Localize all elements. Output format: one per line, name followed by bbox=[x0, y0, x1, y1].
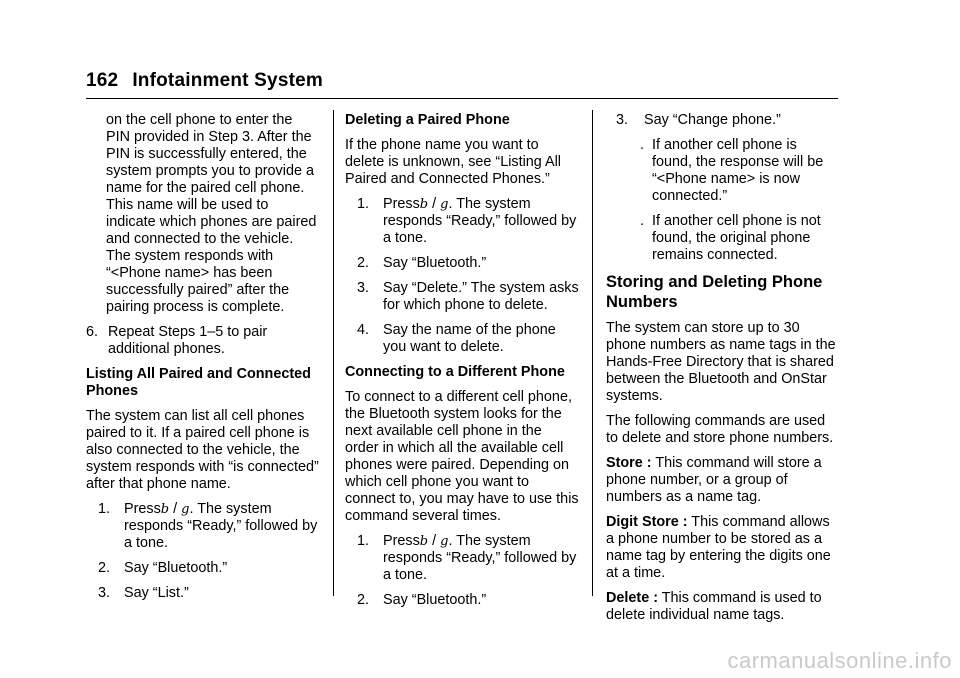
voice-button-icon: g bbox=[181, 502, 190, 517]
step-number: 1. bbox=[357, 533, 370, 549]
step-number: 2. bbox=[357, 255, 370, 271]
store-command bbox=[606, 455, 840, 506]
page-header bbox=[86, 70, 323, 92]
bullet-mark: . bbox=[640, 137, 644, 153]
list-item bbox=[86, 585, 320, 602]
watermark-text: carmanualsonline.info bbox=[727, 648, 952, 673]
list-item bbox=[345, 255, 579, 272]
step-6 bbox=[86, 324, 320, 358]
digit-store-command bbox=[606, 514, 840, 582]
step-number: 1. bbox=[357, 196, 370, 212]
bullet-text: If another cell phone is found, the response will be “<Phone name> is now connected.” bbox=[652, 137, 824, 204]
voice-button-icon: g bbox=[440, 534, 449, 549]
connecting-steps bbox=[345, 533, 579, 609]
bullet-mark: . bbox=[640, 213, 644, 229]
phone-button-icon: b bbox=[419, 534, 429, 549]
step-text: Say “Bluetooth.” bbox=[383, 592, 487, 608]
step-text bbox=[383, 196, 579, 247]
pairing-continuation: on the cell phone to enter the PIN provided in Step 3. After the PIN is successfully entered, the system prompts you to provide a name for the paired cell phone. This name will be used to indicate which phones are paired and connected to the vehicle. The system responds with “<Phone name> has been successfully paired” after the pairing process is complete. bbox=[106, 112, 317, 315]
page-number: 162 bbox=[86, 70, 119, 91]
step-text bbox=[124, 501, 320, 552]
response-text: . The system responds “Ready,” followed by a tone. bbox=[383, 533, 577, 583]
list-item bbox=[345, 196, 579, 247]
store-label: Store : bbox=[606, 455, 652, 471]
column-2 bbox=[345, 112, 579, 617]
delete-description: This command is used to delete individual name tags. bbox=[606, 590, 822, 623]
step-text: Say “Bluetooth.” bbox=[124, 560, 228, 576]
step-text: Say “Change phone.” bbox=[644, 112, 781, 128]
digit-store-description: This command allows a phone number to be stored as a name tag by entering the digits one at a time. bbox=[606, 514, 831, 581]
press-label: Press bbox=[124, 501, 161, 517]
bullet-text: If another cell phone is not found, the original phone remains connected. bbox=[652, 213, 821, 263]
delete-label: Delete : bbox=[606, 590, 658, 606]
slash: / bbox=[169, 501, 182, 517]
store-description: This command will store a phone number, or a group of numbers as a name tag. bbox=[606, 455, 822, 505]
response-text: . The system responds “Ready,” followed by a tone. bbox=[383, 196, 577, 246]
digit-store-label: Digit Store : bbox=[606, 514, 688, 530]
column-divider-1 bbox=[333, 110, 334, 596]
step-text: Say “List.” bbox=[124, 585, 189, 601]
phone-button-icon: b bbox=[419, 197, 429, 212]
storing-heading: Storing and Deleting Phone Numbers bbox=[606, 273, 823, 311]
deleting-steps bbox=[345, 196, 579, 356]
voice-button-icon: g bbox=[440, 197, 449, 212]
change-phone-step bbox=[606, 112, 840, 129]
step-number: 3. bbox=[98, 585, 111, 601]
listing-paragraph: The system can list all cell phones paired to it. If a paired cell phone is also connected to the vehicle, the system responds with “is connected” after that phone name. bbox=[86, 408, 319, 492]
header-rule bbox=[86, 98, 838, 99]
step-text bbox=[383, 533, 579, 584]
step-number: 6. bbox=[86, 324, 99, 340]
response-text: . The system responds “Ready,” followed by a tone. bbox=[124, 501, 318, 551]
storing-paragraph-2: The following commands are used to delete and store phone numbers. bbox=[606, 413, 834, 446]
press-label: Press bbox=[383, 196, 420, 212]
step-text: Say the name of the phone you want to delete. bbox=[383, 322, 556, 355]
step-number: 3. bbox=[357, 280, 370, 296]
deleting-paragraph: If the phone name you want to delete is unknown, see “Listing All Paired and Connected Phones.” bbox=[345, 137, 561, 187]
list-item bbox=[632, 137, 840, 205]
listing-steps bbox=[86, 501, 320, 602]
column-1 bbox=[86, 112, 320, 610]
column-3 bbox=[606, 112, 840, 632]
step-number: 3. bbox=[616, 112, 629, 128]
list-item bbox=[345, 322, 579, 356]
storing-paragraph-1: The system can store up to 30 phone numbers as name tags in the Hands-Free Directory that is shared between the Bluetooth and OnStar systems. bbox=[606, 320, 836, 404]
list-item bbox=[345, 592, 579, 609]
deleting-heading: Deleting a Paired Phone bbox=[345, 112, 510, 128]
phone-button-icon: b bbox=[160, 502, 170, 517]
section-title: Infotainment System bbox=[132, 70, 323, 91]
step-number: 2. bbox=[357, 592, 370, 608]
step-number: 1. bbox=[98, 501, 111, 517]
step-number: 2. bbox=[98, 560, 111, 576]
step-text: Repeat Steps 1–5 to pair additional phones. bbox=[108, 324, 268, 357]
connecting-paragraph: To connect to a different cell phone, the Bluetooth system looks for the next available cell phone in the order in which all the available cell phones were paired. Depending on which cell phone you want to connect to, you may have to use this command several times. bbox=[345, 389, 579, 524]
list-item bbox=[345, 533, 579, 584]
listing-heading: Listing All Paired and Connected Phones bbox=[86, 366, 311, 399]
press-label: Press bbox=[383, 533, 420, 549]
delete-command bbox=[606, 590, 840, 624]
list-item bbox=[345, 280, 579, 314]
list-item bbox=[86, 560, 320, 577]
step-number: 4. bbox=[357, 322, 370, 338]
column-divider-2 bbox=[592, 110, 593, 596]
list-item bbox=[86, 501, 320, 552]
slash: / bbox=[428, 533, 441, 549]
list-item bbox=[632, 213, 840, 264]
step-text: Say “Bluetooth.” bbox=[383, 255, 487, 271]
connecting-heading: Connecting to a Different Phone bbox=[345, 364, 565, 380]
slash: / bbox=[428, 196, 441, 212]
step-text: Say “Delete.” The system asks for which phone to delete. bbox=[383, 280, 579, 313]
